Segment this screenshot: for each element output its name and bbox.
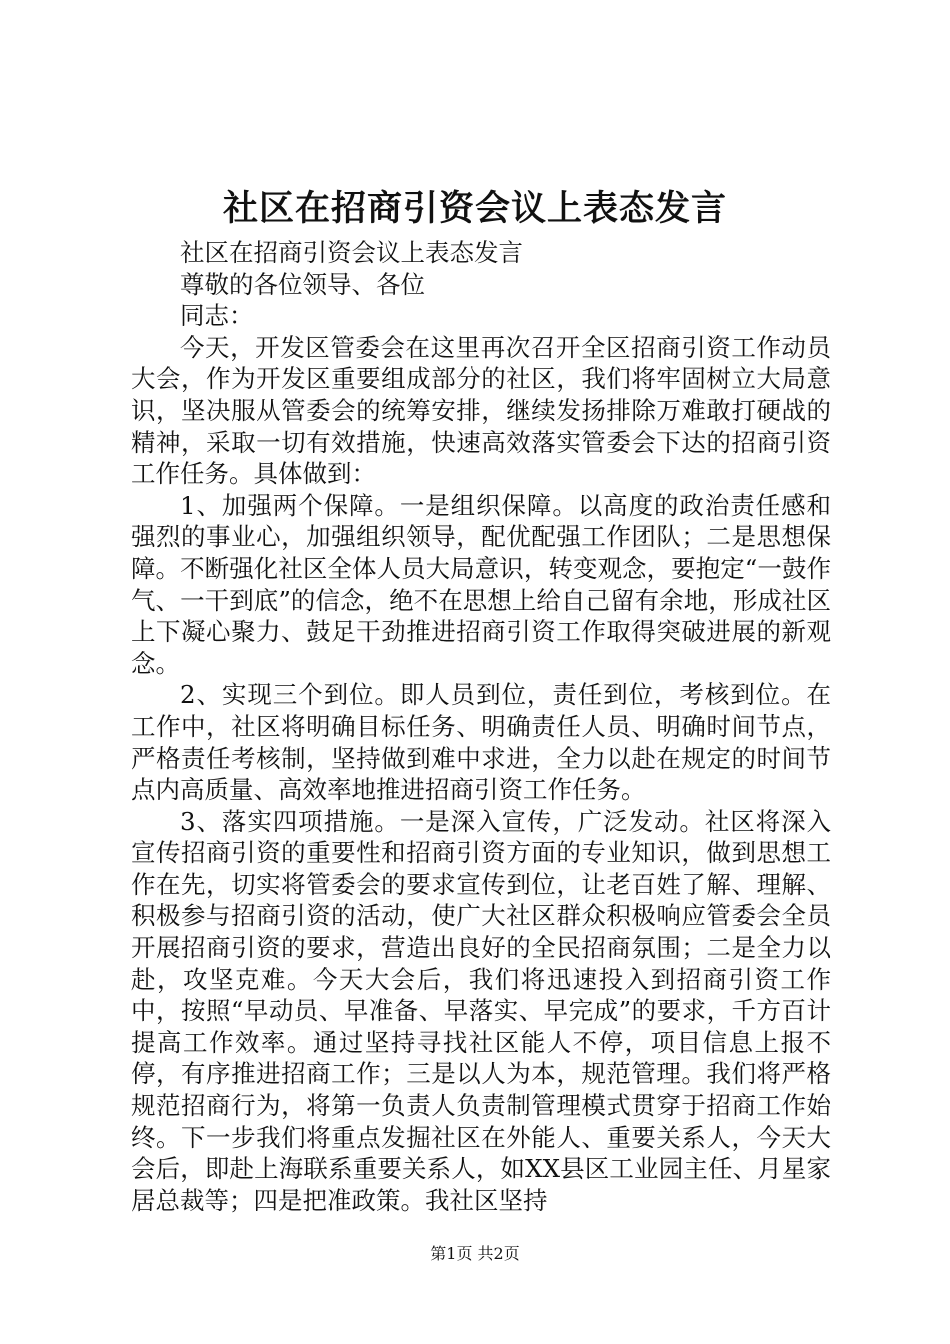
- document-body: [131, 237, 831, 1216]
- document-title: 社区在招商引资会议上表态发言: [222, 188, 727, 229]
- page-number-footer: 第1页 共2页: [430, 1244, 520, 1263]
- paragraph: 今天，开发区管委会在这里再次召开全区招商引资工作动员大会，作为开发区重要组成部分的社区，我们将牢固树立大局意识，坚决服从管委会的统筹安排，继续发扬排除万难敢打硬战的精神，采取一切有效措施，快速高效落实管委会下达的招商引资工作任务。具体做到：: [131, 332, 831, 489]
- paragraph: 同志：: [180, 301, 254, 331]
- paragraph: 2、实现三个到位。即人员到位，责任到位，考核到位。在工作中，社区将明确目标任务、明确责任人员、明确时间节点，严格责任考核制，坚持做到难中求进，全力以赴在规定的时间节点内高质量、高效率地推进招商引资工作任务。: [131, 680, 831, 805]
- paragraph: 社区在招商引资会议上表态发言: [180, 238, 523, 267]
- paragraph: 1、加强两个保障。一是组织保障。以高度的政治责任感和强烈的事业心，加强组织领导，配优配强工作团队；二是思想保障。不断强化社区全体人员大局意识，转变观念，要抱定“一鼓作气、一干到底”的信念，绝不在思想上给自己留有余地，形成社区上下凝心聚力、鼓足干劲推进招商引资工作取得突破进展的新观念。: [131, 490, 831, 678]
- paragraph: 3、落实四项措施。一是深入宣传，广泛发动。社区将深入宣传招商引资的重要性和招商引资方面的专业知识，做到思想工作在先，切实将管委会的要求宣传到位，让老百姓了解、理解、积极参与招商引资的活动，使广大社区群众积极响应管委会全员开展招商引资的要求，营造出良好的全民招商氛围；二是全力以赴，攻坚克难。今天大会后，我们将迅速投入到招商引资工作中，按照“早动员、早准备、早落实、早完成”的要求，千方百计提高工作效率。通过坚持寻找社区能人不停，项目信息上报不停，有序推进招商工作；三是以人为本，规范管理。我们将严格规范招商行为，将第一负责人负责制管理模式贯穿于招商工作始终。下一步我们将重点发掘社区在外能人、重要关系人，今天大会后，即赴上海联系重要关系人，如XX县区工业园主任、月星家居总裁等；四是把准政策。我社区坚持: [131, 806, 831, 1215]
- paragraph: 尊敬的各位领导、各位: [180, 269, 425, 299]
